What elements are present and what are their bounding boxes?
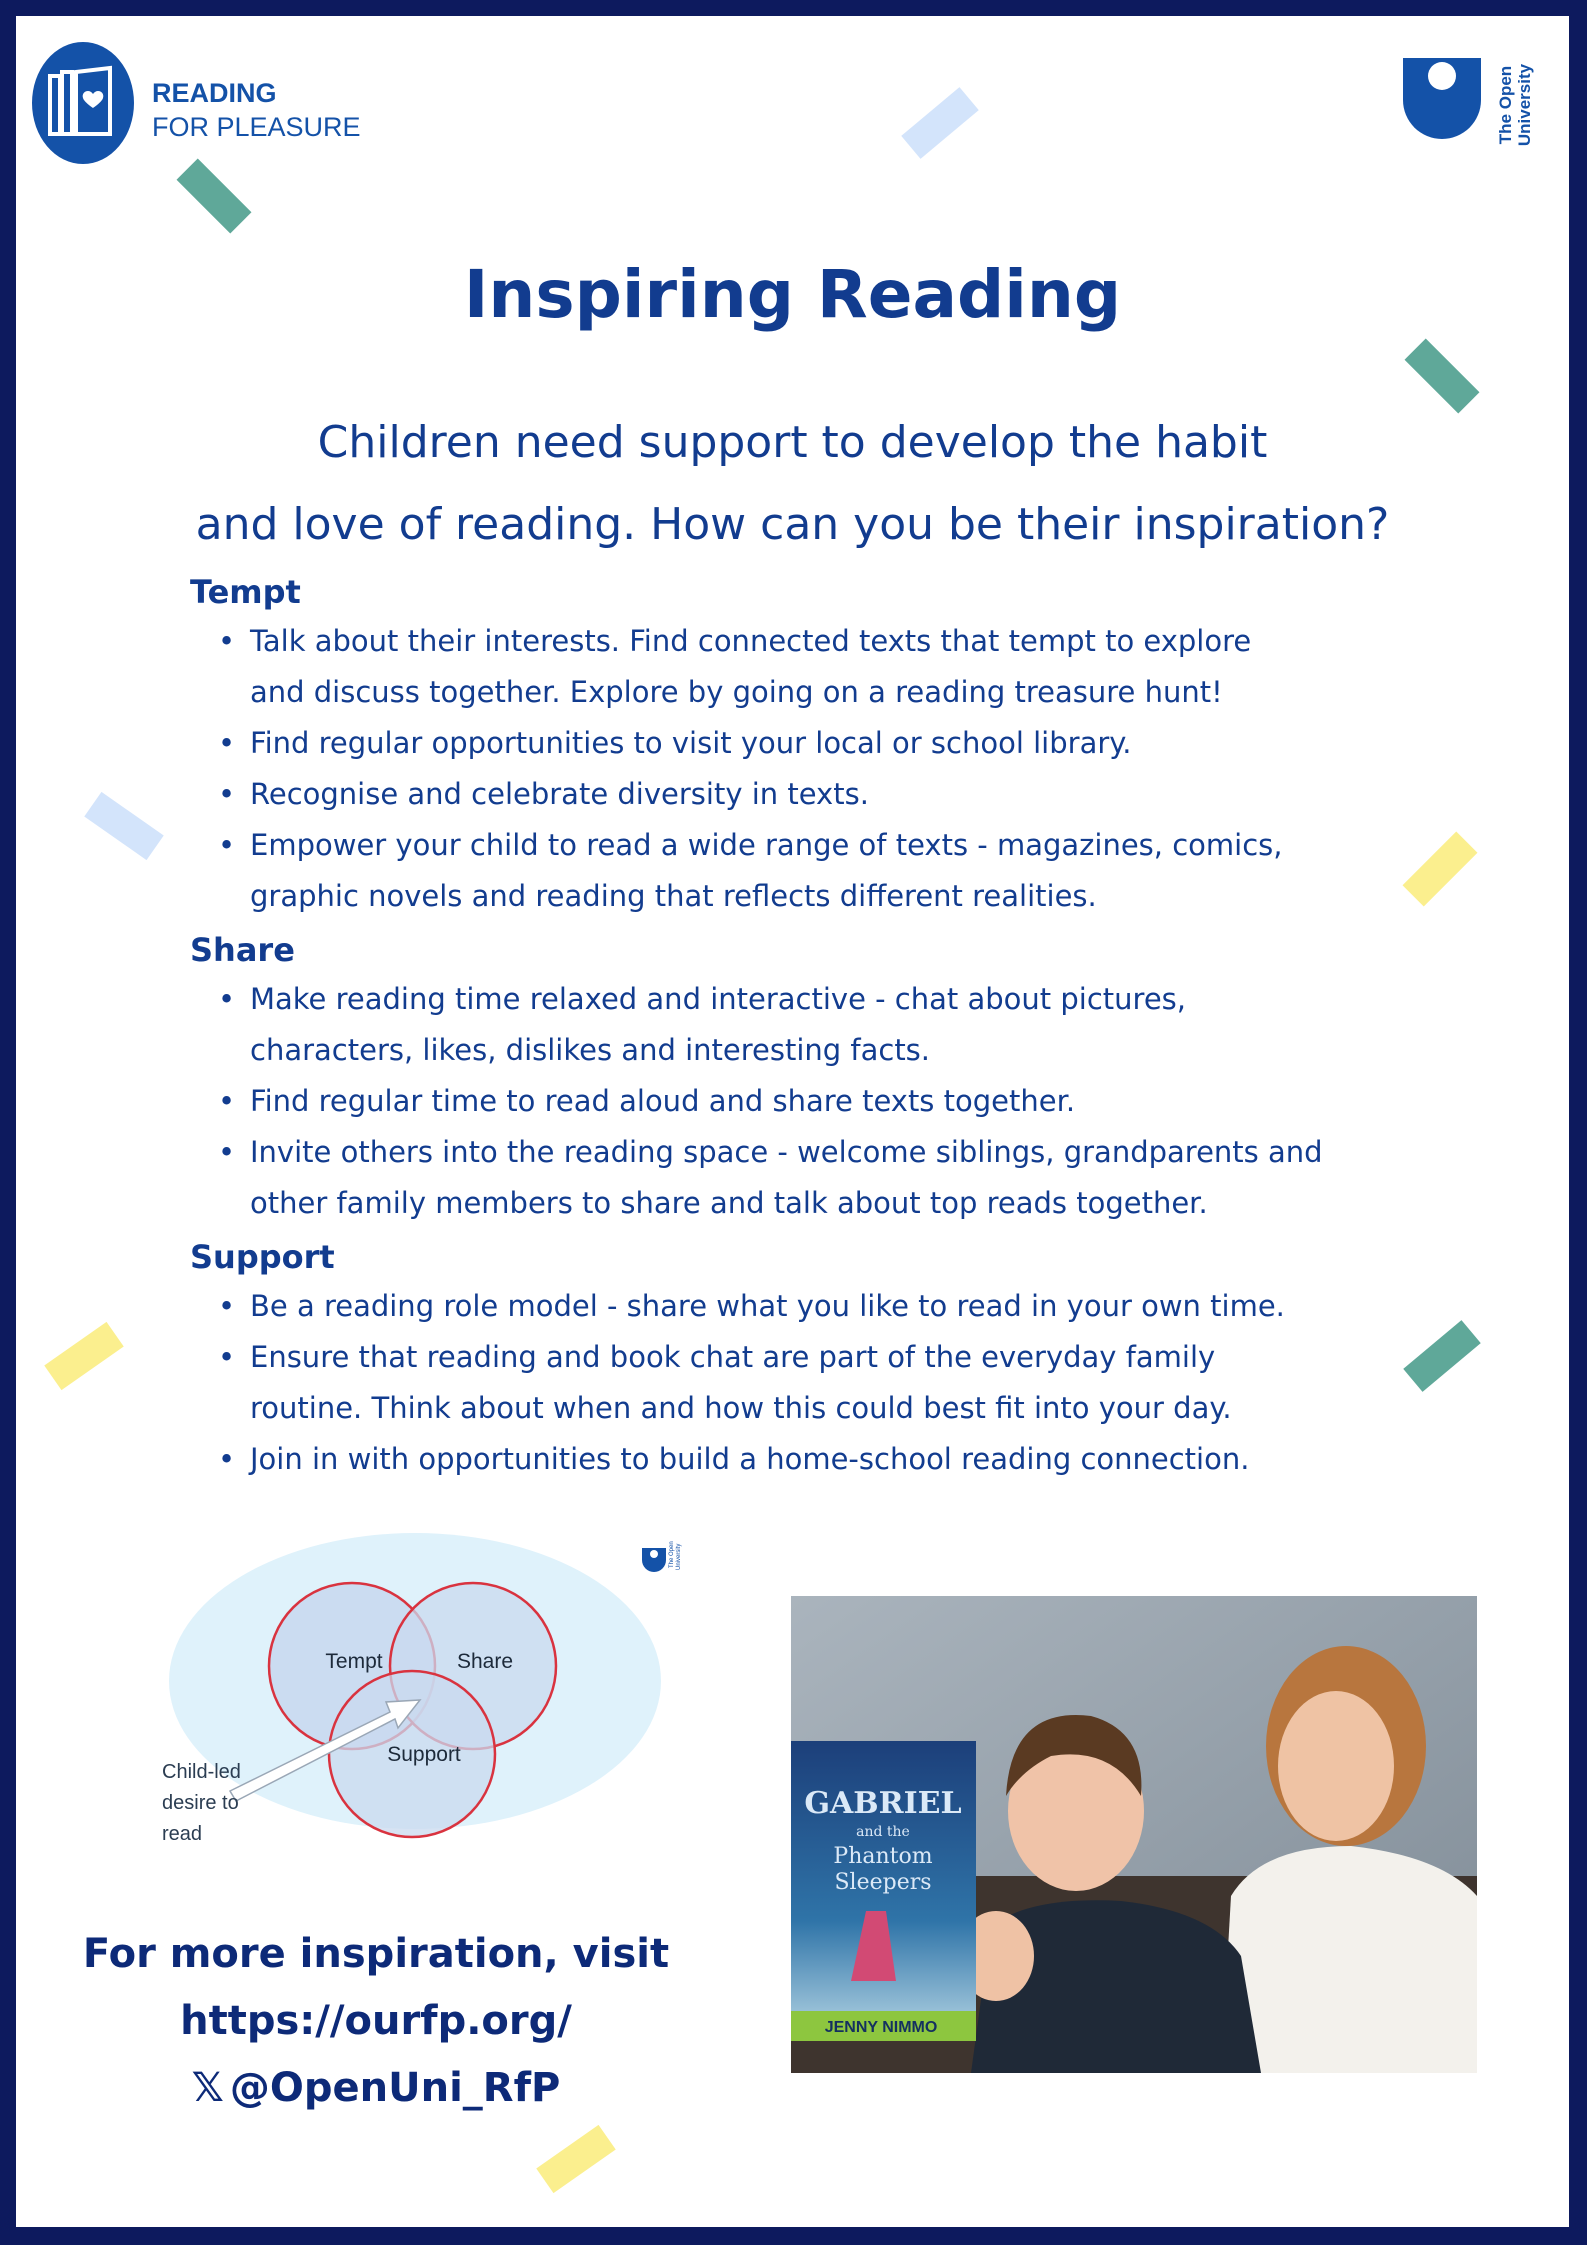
website-link[interactable]: https://ourfp.org/ <box>180 1998 572 2044</box>
list-item: • Be a reading role model - share what you like to read in your own time. <box>190 1281 1410 1332</box>
list-item: • Find regular time to read aloud and share texts together. <box>190 1076 1410 1127</box>
tips-list <box>190 568 1410 1485</box>
subtitle-line1: Children need support to develop the habit <box>317 417 1268 468</box>
page-title: Inspiring Reading <box>463 256 1122 333</box>
ou-text-2: University <box>1515 63 1534 147</box>
venn-label-support: Support <box>387 1743 461 1766</box>
section-heading: Support <box>190 1238 335 1276</box>
list-item: • Invite others into the reading space - welcome siblings, grandparents and other family members to share and talk about top reads together. <box>190 1127 1410 1229</box>
book-cover <box>791 1741 976 2041</box>
open-university-logo <box>1393 44 1543 154</box>
section-heading: Tempt <box>190 573 301 611</box>
venn-label-share: Share <box>456 1650 514 1673</box>
reading-for-pleasure-logo <box>32 42 362 172</box>
footer <box>76 1921 676 2122</box>
list-item: • Make reading time relaxed and interactive - chat about pictures, characters, likes, dislikes and interesting facts. <box>190 974 1410 1076</box>
subtitle-line2: and love of reading. How can you be their inspiration? <box>195 499 1390 550</box>
svg-text:The Open: The Open <box>669 1541 675 1568</box>
svg-text:University: University <box>676 1543 682 1570</box>
list-item: • Join in with opportunities to build a home-school reading connection. <box>190 1434 1410 1485</box>
subtitle <box>16 402 1569 566</box>
svg-text:GABRIEL: GABRIEL <box>804 1786 962 1821</box>
arrow-label-3: read <box>162 1823 203 1845</box>
list-item: • Recognise and celebrate diversity in texts. <box>190 769 1410 820</box>
confetti-blue <box>84 792 163 860</box>
section-tempt <box>190 568 1410 922</box>
rfp-line2: FOR PLEASURE <box>152 112 361 142</box>
venn-label-tempt: Tempt <box>325 1650 383 1673</box>
list-item: • Find regular opportunities to visit your local or school library. <box>190 718 1410 769</box>
confetti-yellow <box>44 1322 123 1390</box>
confetti-yellow <box>1403 832 1478 907</box>
confetti-yellow <box>536 2125 615 2193</box>
rfp-line1: READING <box>152 78 277 108</box>
poster <box>16 16 1569 2227</box>
ou-text-1: The Open <box>1496 65 1515 145</box>
book-heart-icon <box>32 42 134 164</box>
ou-mini-logo <box>642 1541 682 1572</box>
section-heading: Share <box>190 931 295 969</box>
section-share <box>190 926 1410 1229</box>
footer-line: For more inspiration, visit <box>82 1931 670 1977</box>
x-icon: 𝕏 <box>191 2065 224 2111</box>
section-support <box>190 1233 1410 1485</box>
svg-text:and the: and the <box>856 1824 910 1840</box>
confetti-teal <box>1403 1320 1481 1392</box>
list-item: • Talk about their interests. Find connected texts that tempt to explore and discuss together. Explore by going on a reading treasure hunt! <box>190 616 1410 718</box>
rfp-wordmark <box>152 76 361 144</box>
reading-photo <box>791 1596 1477 2073</box>
svg-text:Sleepers: Sleepers <box>834 1870 932 1895</box>
venn-diagram <box>152 1516 682 1876</box>
svg-text:JENNY NIMMO: JENNY NIMMO <box>824 2019 938 2036</box>
arrow-label-1: Child-led <box>162 1761 241 1783</box>
list-item: • Empower your child to read a wide range of texts - magazines, comics, graphic novels and reading that reflects different realities. <box>190 820 1410 922</box>
svg-text:Phantom: Phantom <box>833 1844 933 1869</box>
handle-text: @OpenUni_RfP <box>229 2065 561 2111</box>
confetti-blue <box>901 87 979 159</box>
arrow-label-2: desire to <box>162 1792 239 1814</box>
social-handle[interactable] <box>76 2055 676 2122</box>
list-item: • Ensure that reading and book chat are part of the everyday family routine. Think about when and how this could best fit into your day. <box>190 1332 1410 1434</box>
